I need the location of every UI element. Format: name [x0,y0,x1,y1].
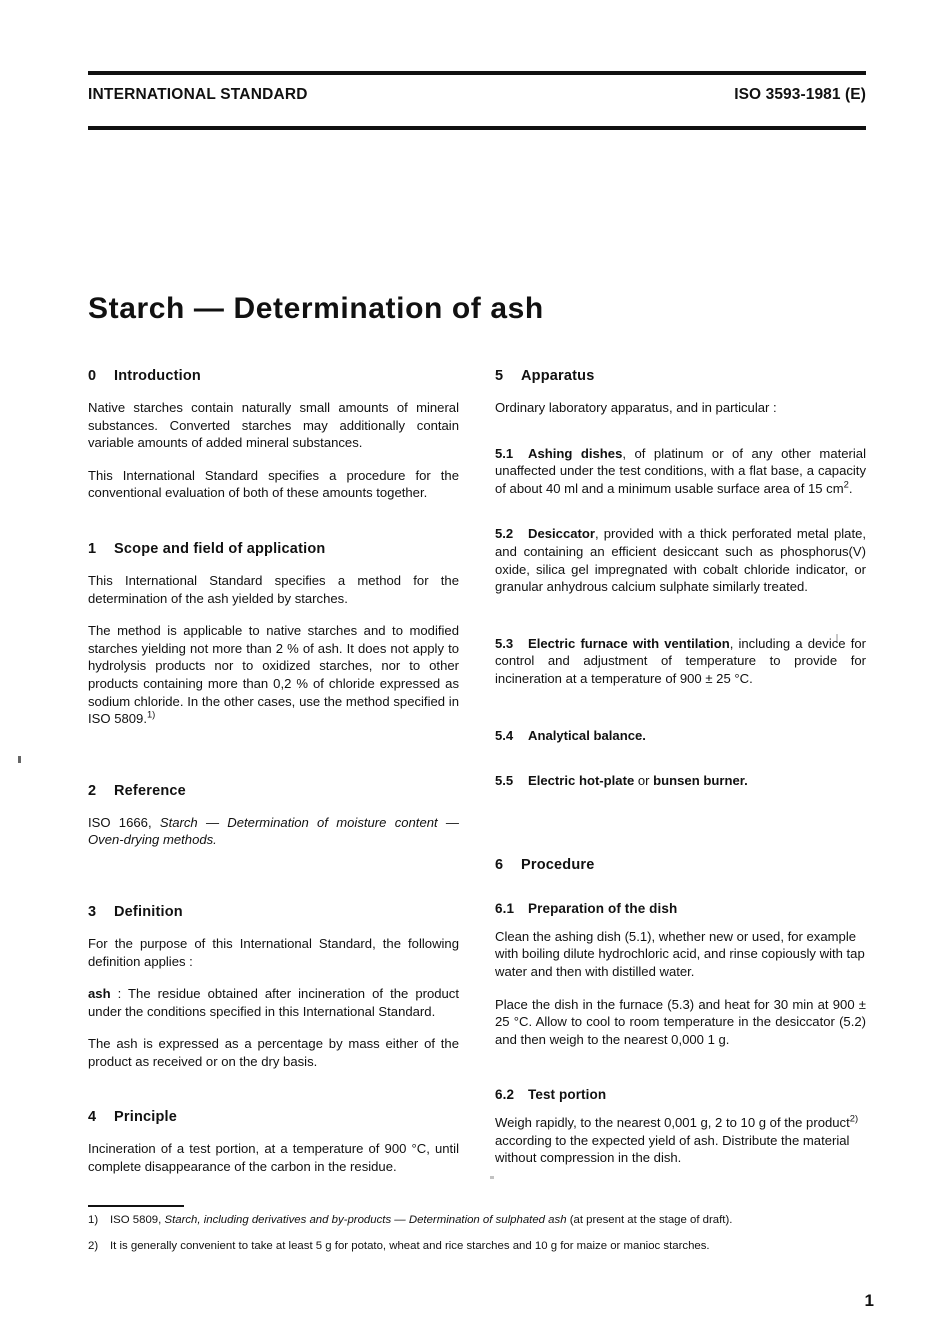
footnote-text [110,1239,866,1254]
paragraph-test-portion-prefix: Weigh rapidly, to the nearest 0,001 g, 2 to 10 g of the product [495,1115,850,1131]
footnote-marker: 1) [88,1214,99,1226]
apparatus-item-term: Analytical balance. [528,727,646,743]
apparatus-item-hot-plate [495,772,866,790]
footnote-italic-title: Starch, including derivatives and by-products — Determination of sulphated ash [164,1214,567,1226]
subsection-title: Test portion [528,1087,607,1103]
section-heading-introduction [88,368,459,384]
definition-text: : The residue obtained after incineration of the product under the conditions specified in this International Standard. [88,986,459,1019]
apparatus-item-desiccator [495,525,866,595]
footnote-suffix: (at present at the stage of draft). [566,1214,733,1226]
section-heading-reference [88,783,459,799]
body-columns [88,368,866,1176]
apparatus-item-tail: . [848,480,853,496]
paragraph-scope-2-text: The method is applicable to native starches and to modified starches yielding not more than 2 % of ash. It does not apply to hydrolysis products nor to oxidized starches, nor to other products containing more than 0,2 % of chloride expressed as sodium chloride. In the other cases, use the method specified in ISO 5809. [88,623,459,727]
superscript-area-units: 2 [843,478,849,490]
paragraph-preparation-2: Place the dish in the furnace (5.3) and heat for 30 min at 900 ± 25 °C. Allow to cool to room temperature in the desiccator (5.2) and then weigh to the nearest 0,000 1 g. [495,996,866,1047]
paragraph-principle: Incineration of a test portion, at a temperature of 900 °C, until complete disappearance of the carbon in the residue. [88,1141,459,1175]
subsection-title: Preparation of the dish [528,900,678,916]
section-title: Scope and field of application [114,540,326,557]
header-left-label: INTERNATIONAL STANDARD [88,86,308,103]
footnote-item [88,1239,866,1254]
apparatus-item-number: 5.1 [495,445,514,461]
paragraph-reference [88,814,459,849]
paragraph-scope-2 [88,622,459,728]
apparatus-item-term: Electric hot-plate [528,773,635,789]
section-number: 4 [88,1109,97,1126]
footnote-marker: 2) [88,1240,99,1252]
paragraph-test-portion [495,1114,866,1167]
footnote-item [88,1213,866,1228]
apparatus-item-text: , including a device for control and adjustment of temperature to provide for incineration at a temperature of 900 ± 25 °C. [495,635,866,686]
paragraph-apparatus-intro: Ordinary laboratory apparatus, and in particular : [495,400,777,415]
apparatus-item-term-alt: bunsen burner. [653,773,748,789]
page-number: 1 [864,1291,874,1310]
apparatus-item-analytical-balance [495,727,866,745]
apparatus-item-number: 5.4 [495,727,514,743]
page-title: Starch — Determination of ash [88,292,544,326]
footnotes [88,1213,866,1265]
paragraph-intro-2: This International Standard specifies a procedure for the conventional evaluation of both of these amounts together. [88,467,459,501]
section-number: 1 [88,540,97,557]
apparatus-item-number: 5.2 [495,526,514,542]
paragraph-definition-term [88,985,459,1020]
definition-term: ash [88,986,111,1002]
paragraph-definition-trailing: The ash is expressed as a percentage by mass either of the product as received or on the dry basis. [88,1036,459,1069]
subsection-number: 6.2 [495,1087,515,1103]
subsection-heading-preparation [495,901,866,916]
apparatus-item-ashing-dishes [495,445,866,498]
scan-artifact-speck [490,1176,494,1179]
section-number: 0 [88,368,97,384]
apparatus-item-conjunction: or [634,773,654,789]
apparatus-item-term: Desiccator [528,526,595,542]
section-title: Definition [114,903,183,920]
apparatus-item-number: 5.5 [495,773,514,789]
apparatus-item-electric-furnace [495,635,866,688]
section-title: Reference [114,782,186,799]
section-number: 5 [495,368,504,384]
scan-artifact-mark [18,756,21,763]
section-number: 3 [88,903,97,920]
left-column [88,368,459,1176]
section-title: Procedure [521,856,595,873]
section-title: Introduction [114,368,201,384]
section-title: Principle [114,1109,178,1126]
section-number: 6 [495,856,504,873]
paragraph-intro-1: Native starches contain naturally small amounts of mineral substances. Converted starches may additionally contain variable amounts of added mineral substances. [88,400,459,451]
paragraph-test-portion-suffix: according to the expected yield of ash. Distribute the material without compression in the dish. [495,1132,850,1166]
footnote-ref-2: 2) [849,1112,859,1124]
header-rule-bottom [88,126,866,130]
section-number: 2 [88,782,97,799]
section-heading-scope [88,541,459,557]
apparatus-item-text: , provided with a thick perforated metal plate, and containing an efficient desiccant such as phosphorus(V) oxide, silica gel impregnated with cobalt chloride indicator, or granular anhydrous calcium sulphate similarly treated. [495,526,866,595]
reference-title: Starch — Determination of moisture content — Oven-drying methods. [88,814,459,848]
paragraph-preparation-1: Clean the ashing dish (5.1), whether new or used, for example with boiling dilute hydrochloric acid, and rinse copiously with tap water and then with distilled water. [495,928,865,979]
header-rule-top [88,71,866,75]
section-heading-procedure [495,857,866,873]
footnote-text [110,1213,866,1228]
right-column [495,368,866,1176]
reference-prefix: ISO 1666, [88,814,160,830]
apparatus-item-number: 5.3 [495,635,514,651]
apparatus-item-term: Ashing dishes [528,445,623,461]
paragraph-scope-1: This International Standard specifies a method for the determination of the ash yielded by starches. [88,572,459,606]
footnote-prefix: It is generally convenient to take at least 5 g for potato, wheat and rice starches and 10 g for maize or manioc starches. [110,1240,710,1252]
header-standard-number: ISO 3593-1981 (E) [734,86,866,103]
section-heading-definition [88,904,459,920]
apparatus-item-text: , of platinum or of any other material unaffected under the test conditions, with a flat base, a capacity of about 40 ml and a minimum usable surface area of 15 cm [495,445,866,496]
section-title: Apparatus [521,368,595,384]
footnote-separator-rule [88,1205,184,1207]
running-header [88,86,866,118]
subsection-number: 6.1 [495,900,515,916]
footnote-ref-1: 1) [146,708,156,720]
section-heading-principle [88,1109,459,1125]
footnote-prefix: ISO 5809, [110,1214,165,1226]
apparatus-item-term: Electric furnace with ventilation [528,635,730,651]
subsection-heading-test-portion [495,1087,866,1102]
paragraph-definition-intro: For the purpose of this International Standard, the following definition applies : [88,935,459,969]
section-heading-apparatus [495,368,866,384]
